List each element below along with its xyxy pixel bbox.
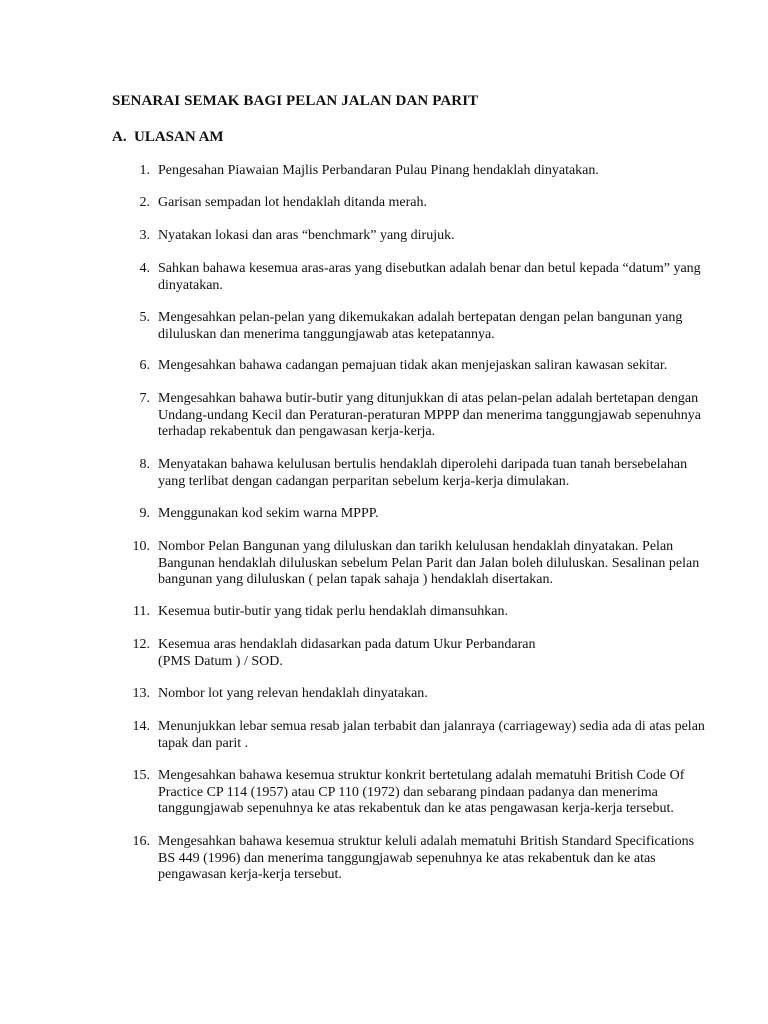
item-text: Menyatakan bahawa kelulusan bertulis hendaklah diperolehi daripada tuan tanah bersebelahan yang terlibat dengan cadangan perparitan sebelum kerja-kerja dimulakan. [158,457,688,489]
item-text: Menunjukkan lebar semua resab jalan terbabit dan jalanraya (carriageway) sedia ada di atas pelan tapak dan parit . [158,719,705,751]
checklist-item [112,391,712,441]
item-text: Garisan sempadan lot hendaklah ditanda merah. [158,195,428,210]
checklist-item [112,686,712,703]
checklist-item [112,539,712,589]
checklist-item [112,195,712,212]
section-title: ULASAN AM [134,129,224,145]
checklist-item [112,261,712,294]
checklist-item [112,506,712,523]
item-text: Mengesahkan pelan-pelan yang dikemukakan adalah bertepatan dengan pelan bangunan yang diluluskan dan menerima tanggungjawab atas ketepatannya. [158,310,683,342]
item-text: Mengesahkan bahawa cadangan pemajuan tidak akan menjejaskan saliran kawasan sekitar. [158,358,668,373]
item-number: 15. [132,768,150,783]
checklist-item [112,604,712,621]
item-number: 1. [139,163,150,178]
item-number: 3. [139,228,150,243]
item-number: 14. [132,719,150,734]
item-number: 7. [139,391,150,406]
checklist-item [112,310,712,343]
item-number: 5. [139,310,150,325]
item-number: 10. [132,539,150,554]
item-number: 11. [133,604,150,619]
section-letter: A. [112,129,127,145]
item-number: 4. [139,261,150,276]
checklist-item [112,768,712,818]
checklist-item [112,228,712,245]
item-text: Nombor Pelan Bangunan yang diluluskan dan tarikh kelulusan hendaklah dinyatakan. Pelan Bangunan hendaklah diluluskan sebelum Pelan Parit dan Jalan boleh diluluskan. Sesalinan pelan bangunan yang diluluskan ( pelan tapak sahaja ) hendaklah disertakan. [158,539,700,587]
item-number: 12. [132,637,150,652]
item-text: Mengesahkan bahawa kesemua struktur konkrit bertetulang adalah mematuhi British Code Of Practice CP 114 (1957) atau CP 110 (1972) dan sebarang pindaan padanya dan menerima tanggungjawab sepenuhnya ke atas rekabentuk dan ke atas pengawasan kerja-kerja tersebut. [158,768,685,816]
checklist-item [112,719,712,752]
item-number: 6. [139,358,150,373]
item-text: Kesemua aras hendaklah didasarkan pada datum Ukur Perbandaran (PMS Datum ) / SOD. [158,637,536,669]
item-number: 9. [139,506,150,521]
item-text: Nyatakan lokasi dan aras “benchmark” yang dirujuk. [158,228,455,243]
checklist-item [112,834,712,884]
item-number: 8. [139,457,150,472]
checklist-item [112,163,712,180]
document-title: SENARAI SEMAK BAGI PELAN JALAN DAN PARIT [112,93,479,109]
item-number: 13. [132,686,150,701]
section-heading [112,129,224,146]
item-text: Kesemua butir-butir yang tidak perlu hendaklah dimansuhkan. [158,604,509,619]
item-text: Pengesahan Piawaian Majlis Perbandaran Pulau Pinang hendaklah dinyatakan. [158,163,599,178]
item-text: Mengesahkan bahawa kesemua struktur keluli adalah mematuhi British Standard Specifications BS 449 (1996) dan menerima tanggungjawab sepenuhnya ke atas rekabentuk dan ke atas pengawasan kerja-kerja tersebut. [158,834,695,882]
item-text: Sahkan bahawa kesemua aras-aras yang disebutkan adalah benar dan betul kepada “datum” yang dinyatakan. [158,261,701,293]
item-text: Mengesahkan bahawa butir-butir yang ditunjukkan di atas pelan-pelan adalah bertetapan dengan Undang-undang Kecil dan Peraturan-peraturan MPPP dan menerima tanggungjawab sepenuhnya terhadap rekabentuk dan pengawasan kerja-kerja. [158,391,701,439]
item-text: Menggunakan kod sekim warna MPPP. [158,506,379,521]
checklist-item [112,637,712,670]
checklist-item [112,457,712,490]
item-text: Nombor lot yang relevan hendaklah dinyatakan. [158,686,428,701]
checklist-item [112,358,712,375]
item-number: 16. [132,834,150,849]
item-number: 2. [139,195,150,210]
